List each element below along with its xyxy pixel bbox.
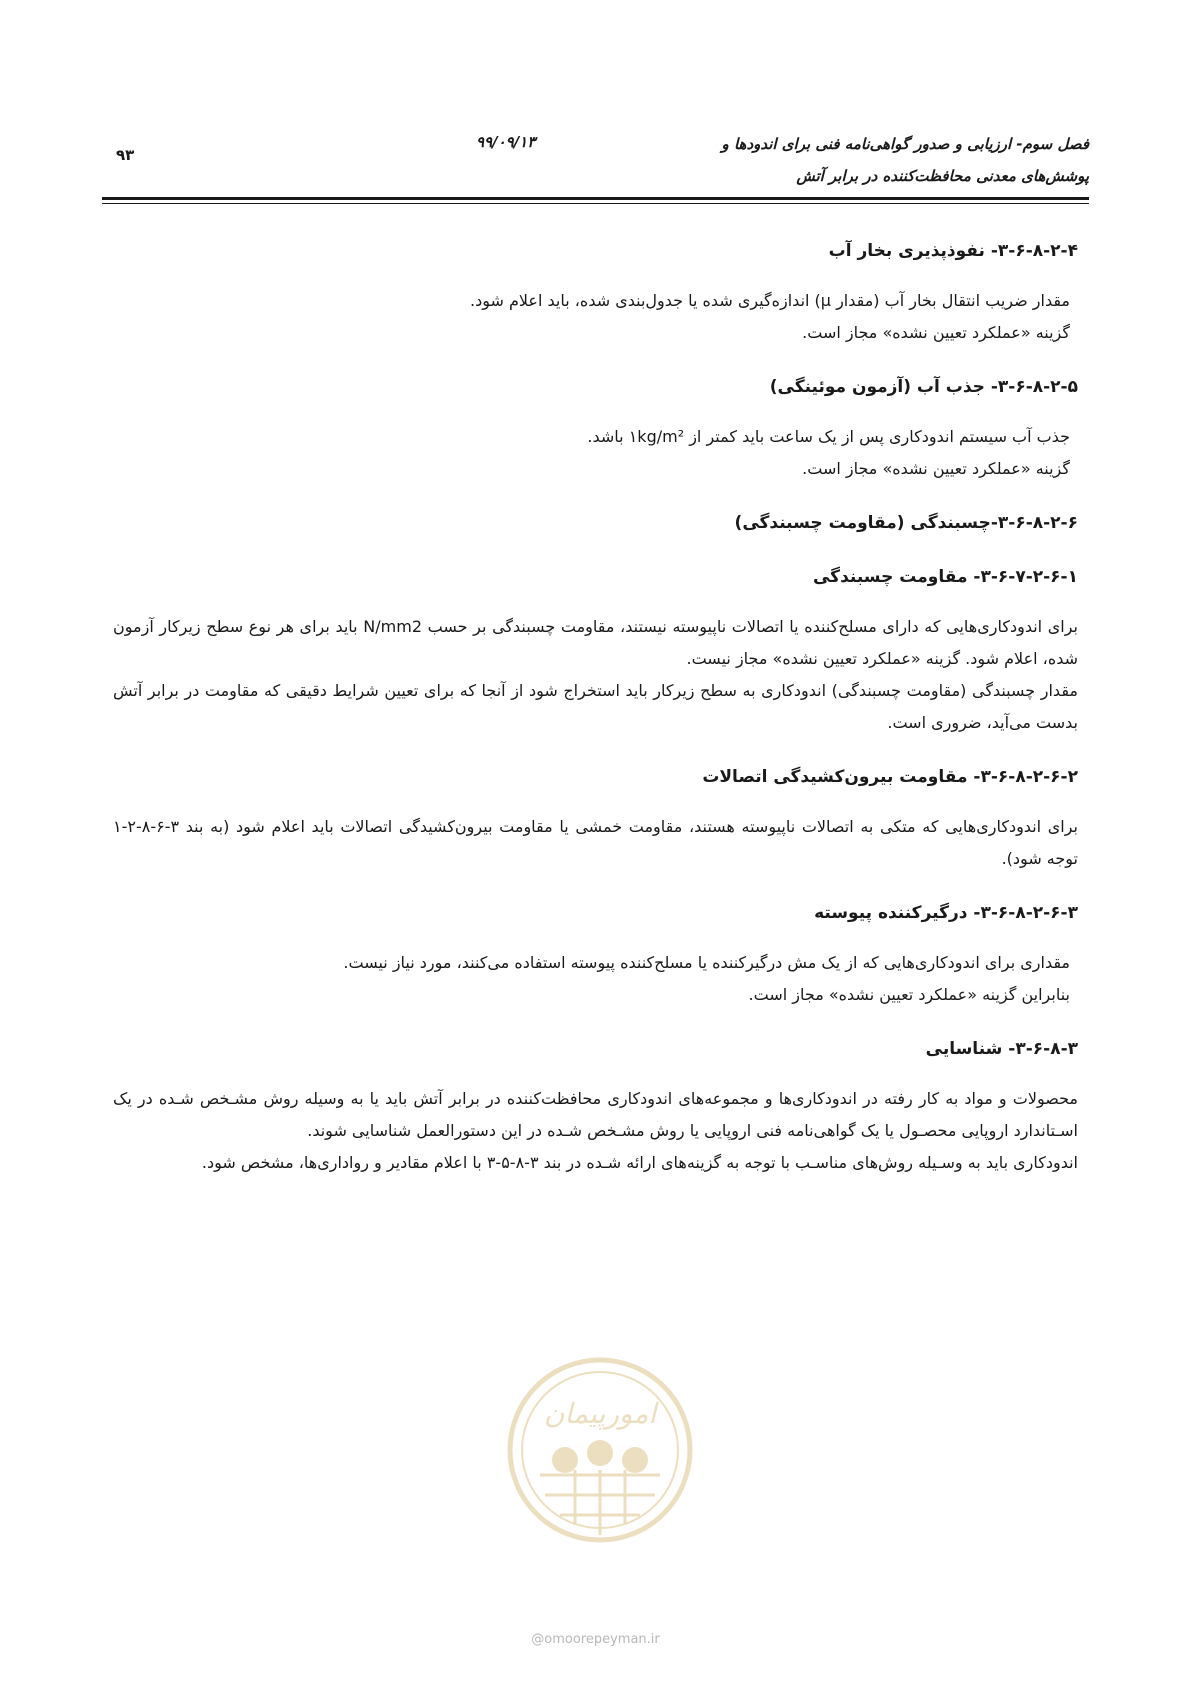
header-rule-thick (102, 197, 1089, 200)
section-heading: ۳-۶-۸-۳- شناسایی (925, 1039, 1078, 1059)
paragraph: گزینه «عملکرد تعیین نشده» مجاز است. (802, 323, 1070, 342)
chapter-title-line-2: پوشش‌های معدنی محافظت‌کننده در برابر آتش (796, 167, 1089, 185)
paragraph: گزینه «عملکرد تعیین نشده» مجاز است. (802, 459, 1070, 478)
chapter-title-line-1: فصل سوم- ارزیابی و صدور گواهی‌نامه فنی برای اندودها و (721, 135, 1089, 153)
paragraph: مقدار ضریب انتقال بخار آب (مقدار μ) اندازه‌گیری شده یا جدول‌بندی شده، باید اعلام شود. (470, 291, 1070, 310)
section-heading: ۳-۶-۸-۲-۴- نفوذپذیری بخار آب (828, 241, 1078, 261)
section-water-absorption (113, 371, 1078, 485)
section-heading: ۳-۶-۸-۲-۶-۳- درگیرکننده پیوسته (814, 903, 1078, 923)
watermark-logo-text: امورپیمان (543, 1397, 657, 1430)
section-heading: ۳-۶-۷-۲-۶-۱- مقاومت چسبندگی (812, 567, 1078, 587)
paragraph: مقدار چسبندگی (مقاومت چسبندگی) اندودکاری به سطح زیرکار باید استخراج شود از آنجا که برای تعیین شرایط دقیقی که مقاومت در برابر آتش بدست می‌آید، ضروری است. (113, 681, 1078, 732)
section-heading: ۳-۶-۸-۲-۵- جذب آب (آزمون موئینگی) (769, 377, 1078, 397)
section-heading: ۳-۶-۸-۲-۶-چسبندگی (مقاومت چسبندگی) (734, 513, 1078, 533)
page-number: ۹۳ (116, 146, 135, 164)
watermark-site: @omoorepeyman.ir (531, 1632, 660, 1647)
section-heading: ۳-۶-۸-۲-۶-۲- مقاومت بیرون‌کشیدگی اتصالات (702, 767, 1078, 787)
paragraph: مقداری برای اندودکاری‌هایی که از یک مش درگیرکننده یا مسلح‌کننده پیوسته استفاده می‌کنند، مورد نیاز نیست. (343, 953, 1070, 972)
section-continuous-reinforcement (113, 897, 1078, 1011)
paragraph: اندودکاری باید به وسـیله روش‌های مناسـب با توجه به گزینه‌های ارائه شـده در بند ۳-۸-۵-۳ با اعلام مقادیر و رواداری‌ها، مشخص شود. (201, 1153, 1078, 1172)
chapter-title (722, 128, 1090, 192)
header-date: ۹۹/۰۹/۱۳ (476, 133, 536, 151)
paragraph: بنابراین گزینه «عملکرد تعیین نشده» مجاز است. (748, 985, 1070, 1004)
header-rule-thin (102, 203, 1089, 204)
paragraph: برای اندودکاری‌هایی که دارای مسلح‌کننده یا اتصالات ناپیوسته نیستند، مقاومت چسبندگی بر حسب N/mm2 باید برای هر نوع سطح زیرکار آزمون شده، اعلام شود. گزینه «عملکرد تعیین نشده» مجاز نیست. (113, 617, 1079, 668)
paragraph: جذب آب سیستم اندودکاری پس از یک ساعت باید کمتر از ۱kg/m² باشد. (587, 427, 1070, 446)
section-bond-strength (113, 561, 1078, 739)
section-identification (113, 1033, 1078, 1179)
document-body (113, 235, 1078, 1179)
page-header (102, 128, 1089, 198)
watermark-logo-icon (505, 1345, 695, 1560)
section-vapour-permeability (113, 235, 1078, 349)
section-adhesion (113, 507, 1078, 539)
paragraph: برای اندودکاری‌هایی که متکی به اتصالات ناپیوسته هستند، مقاومت خمشی یا مقاومت بیرون‌کشیدگی اتصالات باید اعلام شود (به بند ۳-۶-۸-۲-۱ توجه شود). (113, 817, 1078, 868)
paragraph: محصولات و مواد به کار رفته در اندودکاری‌ها و مجموعه‌های اندودکاری محافظت‌کننده در برابر آتش باید یا به وسیله روش مشـخص شـده در یک اسـتاندارد اروپایی محصـول یا یک گواهی‌نامه فنی اروپایی یا روش مشـخص شـده در این دستورالعمل شناسایی شوند. (113, 1089, 1078, 1140)
section-pull-out-resistance (113, 761, 1078, 875)
